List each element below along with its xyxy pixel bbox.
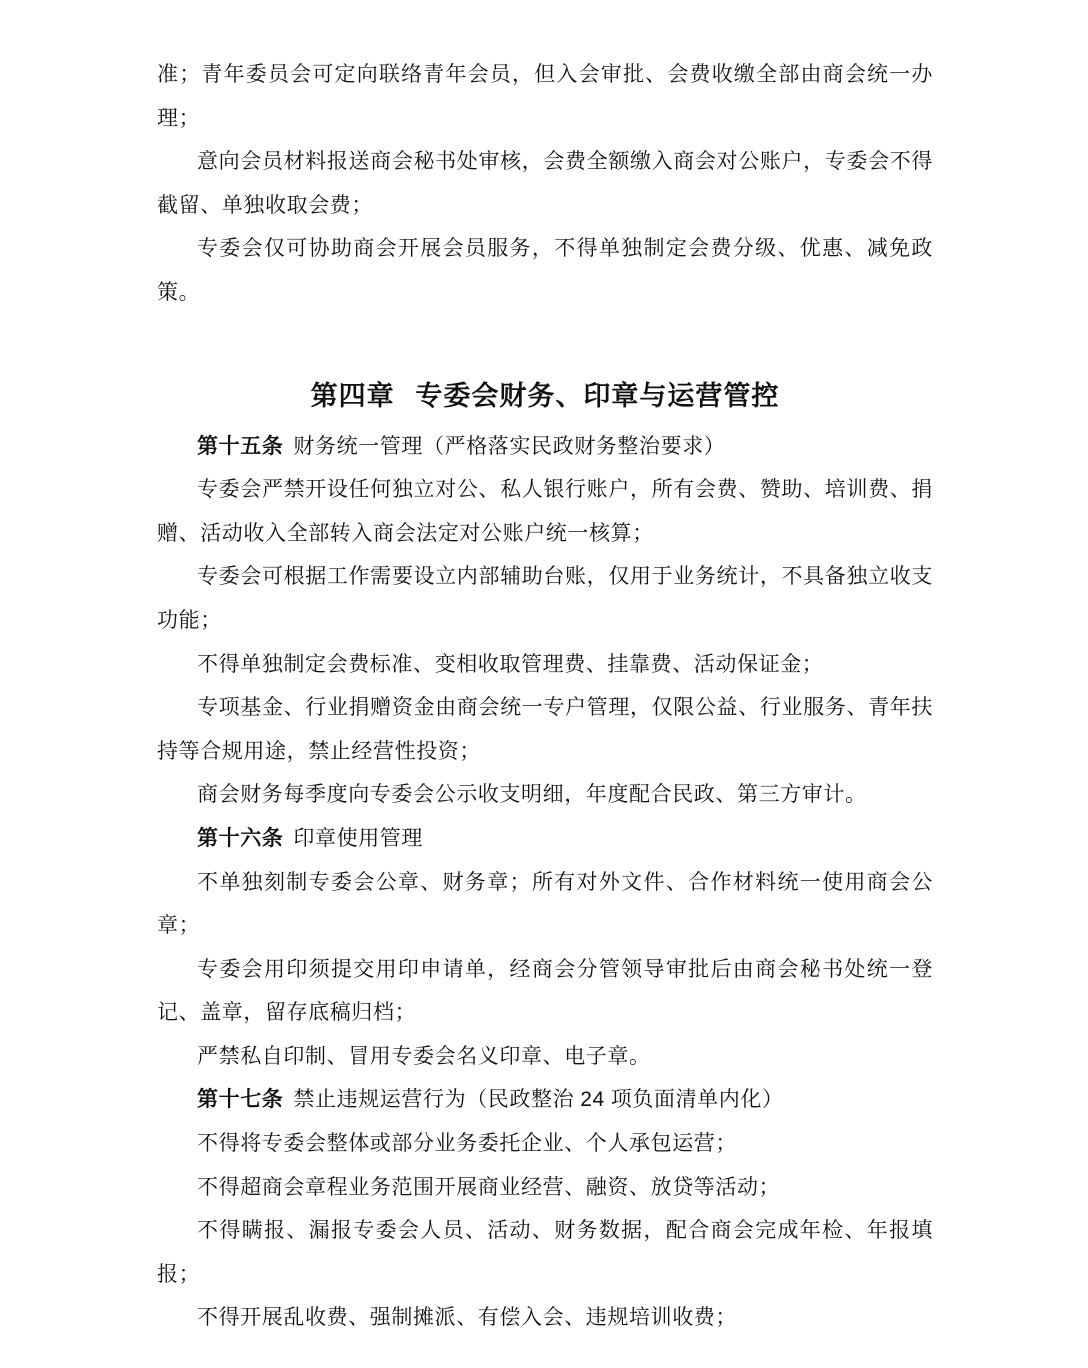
- document-page: [157, 53, 933, 1340]
- article-15-paragraph: 专项基金、行业捐赠资金由商会统一专户管理，仅限公益、行业服务、青年扶持等合规用途，禁止经营性投资；: [157, 695, 933, 763]
- article-15-paragraph: 不得单独制定会费标准、变相收取管理费、挂靠费、活动保证金；: [197, 651, 824, 676]
- intro-paragraph-3: 专委会仅可协助商会开展会员服务，不得单独制定会费分级、优惠、减免政策。: [157, 236, 933, 304]
- article-15-title: 财务统一管理（严格落实民政财务整治要求）: [293, 433, 726, 458]
- article-16-paragraph: 专委会用印须提交用印申请单，经商会分管领导审批后由商会秘书处统一登记、盖章，留存底稿归档；: [157, 956, 933, 1025]
- article-15-paragraph: 专委会严禁开设任何独立对公、私人银行账户，所有会费、赞助、培训费、捐赠、活动收入全部转入商会法定对公账户统一核算；: [157, 477, 933, 545]
- article-17-label: 第十七条: [197, 1087, 284, 1112]
- intro-paragraph-1: 准；青年委员会可定向联络青年会员，但入会审批、会费收缴全部由商会统一办理；: [157, 62, 933, 130]
- article-17-title-number: 24: [580, 1088, 605, 1112]
- chapter-title: 第四章 专委会财务、印章与运营管控: [310, 380, 780, 412]
- article-17-paragraph: 不得瞒报、漏报专委会人员、活动、财务数据，配合商会完成年检、年报填报；: [157, 1218, 933, 1286]
- article-17-paragraph: 不得超商会章程业务范围开展商业经营、融资、放贷等活动；: [197, 1174, 781, 1199]
- article-16-paragraph: 不单独刻制专委会公章、财务章；所有对外文件、合作材料统一使用商会公章；: [157, 869, 933, 938]
- intro-paragraph-2: 意向会员材料报送商会秘书处审核，会费全额缴入商会对公账户，专委会不得截留、单独收取会费；: [157, 149, 933, 217]
- article-15-heading: [157, 425, 933, 469]
- article-15-paragraph: 专委会可根据工作需要设立内部辅助台账，仅用于业务统计，不具备独立收支功能；: [157, 564, 933, 632]
- article-17-heading: [157, 1078, 933, 1122]
- article-17-title-pre: 禁止违规运营行为（民政整治: [293, 1087, 575, 1112]
- article-15-label: 第十五条: [197, 433, 284, 458]
- article-15-paragraph: 商会财务每季度向专委会公示收支明细，年度配合民政、第三方审计。: [197, 782, 867, 807]
- article-16-label: 第十六条: [197, 825, 284, 850]
- article-16-title: 印章使用管理: [293, 825, 424, 850]
- article-17-paragraph: 不得开展乱收费、强制摊派、有偿入会、违规培训收费；: [197, 1305, 737, 1330]
- article-16-heading: [157, 817, 933, 861]
- article-17-title-post: 项负面清单内化）: [610, 1087, 784, 1112]
- article-17-paragraph: 不得将专委会整体或部分业务委托企业、个人承包运营；: [197, 1131, 737, 1156]
- article-16-paragraph: 严禁私自印制、冒用专委会名义印章、电子章。: [197, 1043, 651, 1068]
